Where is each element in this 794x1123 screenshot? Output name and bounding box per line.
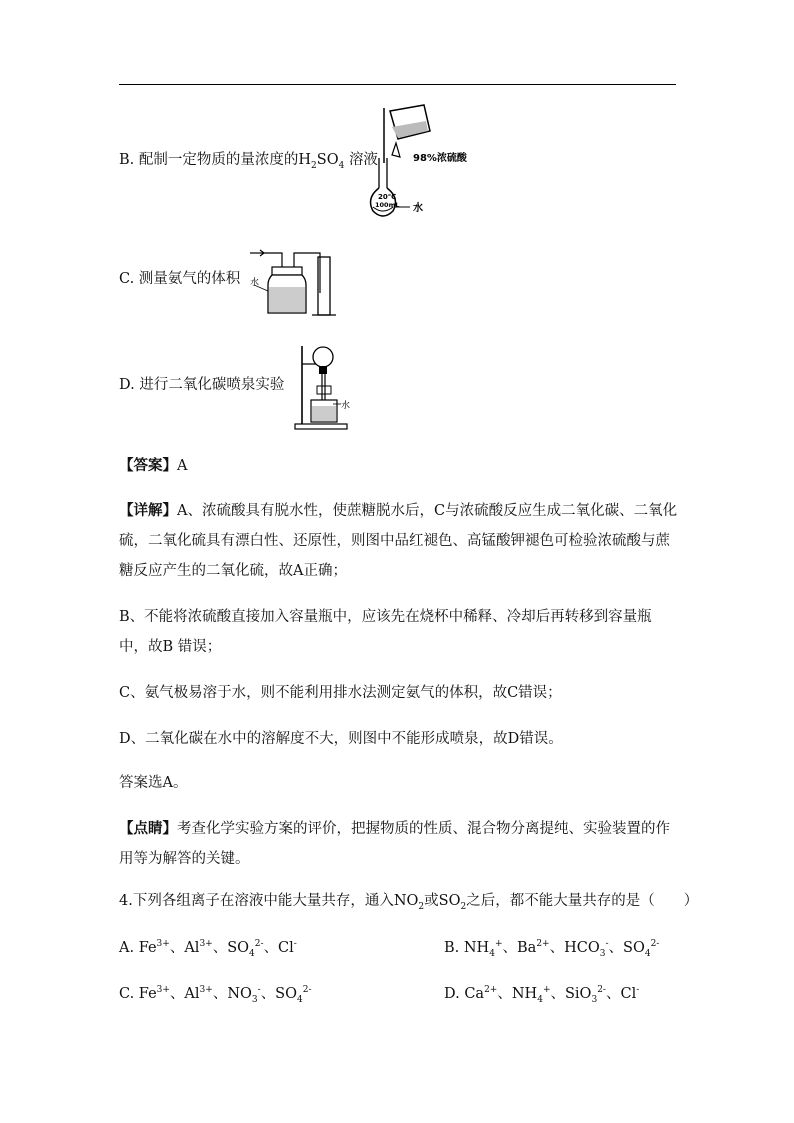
flask-stopper [319,366,327,374]
q4b-p4: 2- [650,939,660,950]
option-c-letter: C. [119,271,135,287]
q4a-t1: 、Al [169,940,200,956]
q4c-s3: 3 [251,994,258,1005]
round-flask-icon [313,347,333,367]
comment-tag: 【点睛】 [119,820,177,837]
q4a-p1: 3+ [156,939,170,950]
q4b-label: B. NH [444,940,490,956]
q4b-p2: 2+ [536,939,550,950]
option-b-sub2: 4 [338,160,345,171]
comment-text: 考查化学实验方案的评价，把握物质的性质、混合物分离提纯、实验装置的作用等为解答的关键。 [119,821,670,867]
header-rule [119,84,676,85]
q4b-t2: 、HCO [549,940,600,956]
q4a-p3: 2- [254,939,264,950]
q4-stem-sub1: 2 [418,901,425,912]
option-c [119,269,240,289]
q4c-p4: 2- [302,985,312,996]
flask-temp: 20℃ [378,193,397,201]
bottle-water [269,287,305,312]
acid-label: 98%浓硫酸 [413,153,467,164]
option-b-text-before: 配制一定物质的量浓度的 [138,152,299,168]
q4b-s1: 4 [489,948,495,959]
q4c-p3: - [257,985,261,996]
option-b-text-after: 溶液 [348,152,378,168]
q4d-p3: 2- [597,985,606,996]
gas-collection-figure [248,247,348,319]
pour-stream [392,143,400,157]
explanation-a-text: A、浓硫酸具有脱水性，使蔗糖脱水后，C与浓硫酸反应生成二氧化碳、二氧化硫，二氧化硫具有漂白性、还原性，则图中品红褪色、高锰酸钾褪色可检验浓硫酸与蔗糖反应产生的二氧化硫，故A正确； [119,503,678,579]
q4c-label: C. Fe [119,986,157,1002]
explanation-tag: 【详解】 [119,502,177,519]
q4c-t1: 、Al [169,986,200,1002]
q4a-label: A. Fe [119,940,157,956]
q4-option-b[interactable] [444,938,659,958]
q4c-t2: 、NO [212,986,252,1002]
volumetric-flask-figure [368,103,468,223]
q4c-p1: 3+ [156,985,170,996]
flask-volume: 100mL [375,201,400,209]
water-label-d: 水 [341,401,351,411]
q4a-p2: 3+ [199,939,213,950]
bottle-stopper [272,267,302,275]
explanation-conclusion: 答案选A。 [119,775,188,791]
q4b-s4: 4 [644,948,651,959]
q4d-s2: 4 [537,994,543,1005]
q4b-t1: 、Ba [502,940,537,956]
option-c-text: 测量氨气的体积 [138,271,241,287]
q4-stem-sub2: 2 [460,901,467,912]
q4d-label: D. Ca [444,986,485,1002]
option-d-letter: D. [119,377,135,393]
q4-option-a[interactable] [119,938,297,958]
q4-option-c[interactable] [119,984,312,1004]
q4d-s3: 3 [591,994,598,1005]
q4d-p1: 2+ [484,985,498,996]
option-d [119,375,284,395]
stand-base [295,424,347,429]
q4a-t3: 、Cl [263,940,294,956]
q4d-p2: + [542,985,551,996]
water-label-c: 水 [250,278,260,288]
option-b-sub1: 2 [311,160,317,171]
q4b-p1: + [494,939,503,950]
explanation-d: D、二氧化碳在水中的溶解度不大，则图中不能形成喷泉，故D错误。 [119,731,563,747]
explanation-b: B、不能将浓硫酸直接加入容量瓶中，应该先在烧杯中稀释、冷却后再转移到容量瓶中，故B 错误； [119,609,652,655]
q4-stem-after: 之后，都不能大量共存的是（ ） [466,893,699,909]
option-b-letter: B. [119,152,135,168]
q4c-t3: 、SO [260,986,298,1002]
q4b-t3: 、SO [608,940,645,956]
option-d-text: 进行二氧化碳喷泉实验 [139,377,285,393]
q4-option-d[interactable] [444,984,639,1004]
fountain-experiment-figure [293,342,363,432]
q4-stem-mid: 或SO [424,893,461,909]
q4a-t2: 、SO [212,940,250,956]
answer-line [119,456,187,476]
q4c-p2: 3+ [199,985,213,996]
q4d-t1: 、NH [497,986,538,1002]
option-b-mid: SO [316,152,339,168]
q4b-s3: 3 [599,948,606,959]
q4d-p4: - [636,985,640,996]
q4d-t2: 、SiO [550,986,592,1002]
q4-stem-before: 4.下列各组离子在溶液中能大量共存，通入NO [119,893,419,909]
option-b-formula: H [298,152,312,168]
q4c-s4: 4 [297,994,303,1005]
question-4-stem [119,891,698,911]
option-b [119,150,378,170]
answer-tag: 【答案】 [119,457,177,474]
answer-value: A [177,458,188,474]
water-label-b: 水 [413,203,423,214]
q4b-p3: - [605,939,609,950]
explanation-c: C、氨气极易溶于水，则不能利用排水法测定氨气的体积，故C错误； [119,685,562,701]
q4a-s3: 4 [249,948,255,959]
comment-block [119,814,679,874]
q4a-p4: - [293,939,297,950]
q4d-t3: 、Cl [605,986,637,1002]
explanation-a [119,496,679,586]
